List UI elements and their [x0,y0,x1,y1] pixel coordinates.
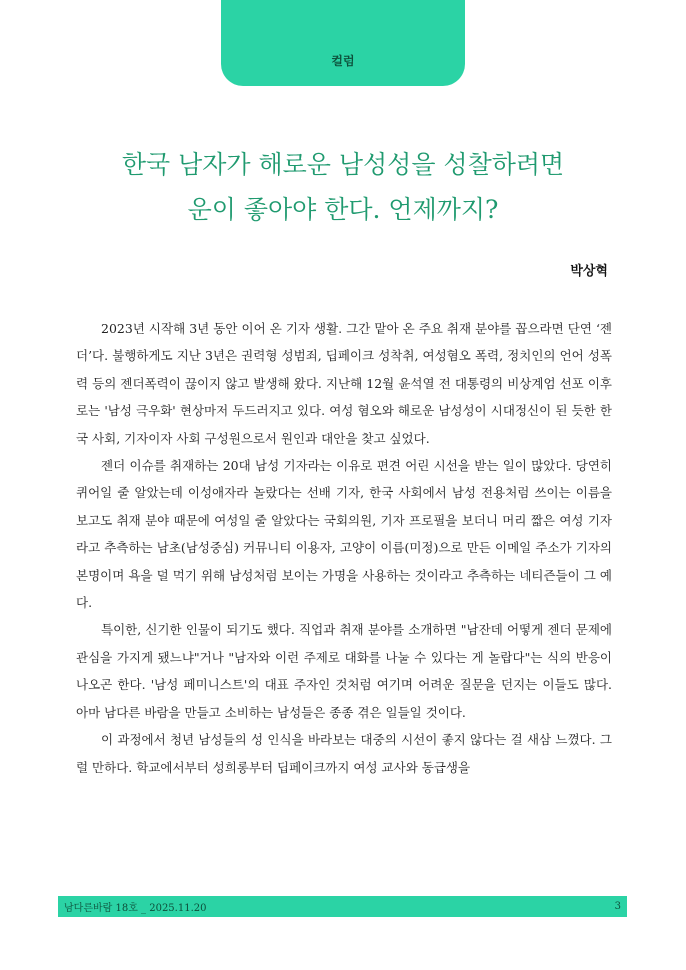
section-tab [221,0,465,86]
paragraph-2: 젠더 이슈를 취재하는 20대 남성 기자라는 이유로 편견 어린 시선을 받는 일이 많았다. 당연히 퀴어일 줄 알았는데 이성애자라 놀랐다는 선배 기자, 한국 사회에서 남성 전용처럼 쓰이는 이름을 보고도 취재 분야 때문에 여성일 줄 알았다는 국회의원, 기자 프로필을 보더니 머리 짧은 여성 기자라고 추측하는 남초(남성중심) 커뮤니티 이용자, 고양이 이름(미정)으로 만든 이메일 주소가 기자의 본명이며 욕을 덜 먹기 위해 남성처럼 보이는 가명을 사용하는 것이라고 추측하는 네티즌들이 그 예다. [76,458,612,611]
article-title-line-1: 한국 남자가 해로운 남성성을 성찰하려면 [121,150,565,179]
article-body [76,315,612,781]
article-author: 박상혁 [570,264,608,279]
paragraph-3: 특이한, 신기한 인물이 되기도 했다. 직업과 취재 분야를 소개하면 "남잔데 어떻게 젠더 문제에 관심을 가지게 됐느냐"거나 "남자와 이런 주제로 대화를 나눌 수 있다는 게 놀랍다"는 식의 반응이 나오곤 한다. '남성 페미니스트'의 대표 주자인 것처럼 여기며 어려운 질문을 던지는 이들도 많다. 아마 남다른 바람을 만들고 소비하는 남성들은 종종 겪은 일들일 것이다. [76,622,612,720]
page-footer [58,896,627,917]
footer-page-number: 3 [614,901,621,912]
paragraph-1: 2023년 시작해 3년 동안 이어 온 기자 생활. 그간 맡아 온 주요 취재 분야를 꼽으라면 단연 ‘젠더’다. 불행하게도 지난 3년은 권력형 성범죄, 딥페이크 성착취, 여성혐오 폭력, 정치인의 언어 성폭력 등의 젠더폭력이 끊이지 않고 발생해 왔다. 지난해 12월 윤석열 전 대통령의 비상계엄 선포 이후로는 '남성 극우화' 현상마저 두드러지고 있다. 여성 혐오와 해로운 남성성이 시대정신이 된 듯한 한국 사회, 기자이자 사회 구성원으로서 원인과 대안을 찾고 싶었다. [76,321,612,446]
footer-publication: 남다른바람 18호 _ 2025.11.20 [64,903,207,914]
paragraph-4: 이 과정에서 청년 남성들의 성 인식을 바라보는 대중의 시선이 좋지 않다는 걸 새삼 느꼈다. 그럴 만하다. 학교에서부터 성희롱부터 딥페이크까지 여성 교사와 동급생을 [76,732,612,775]
section-tab-label: 컬럼 [331,53,355,68]
article-title-line-2: 운이 좋아야 한다. 언제까지? [187,195,499,224]
article-title [40,142,646,232]
